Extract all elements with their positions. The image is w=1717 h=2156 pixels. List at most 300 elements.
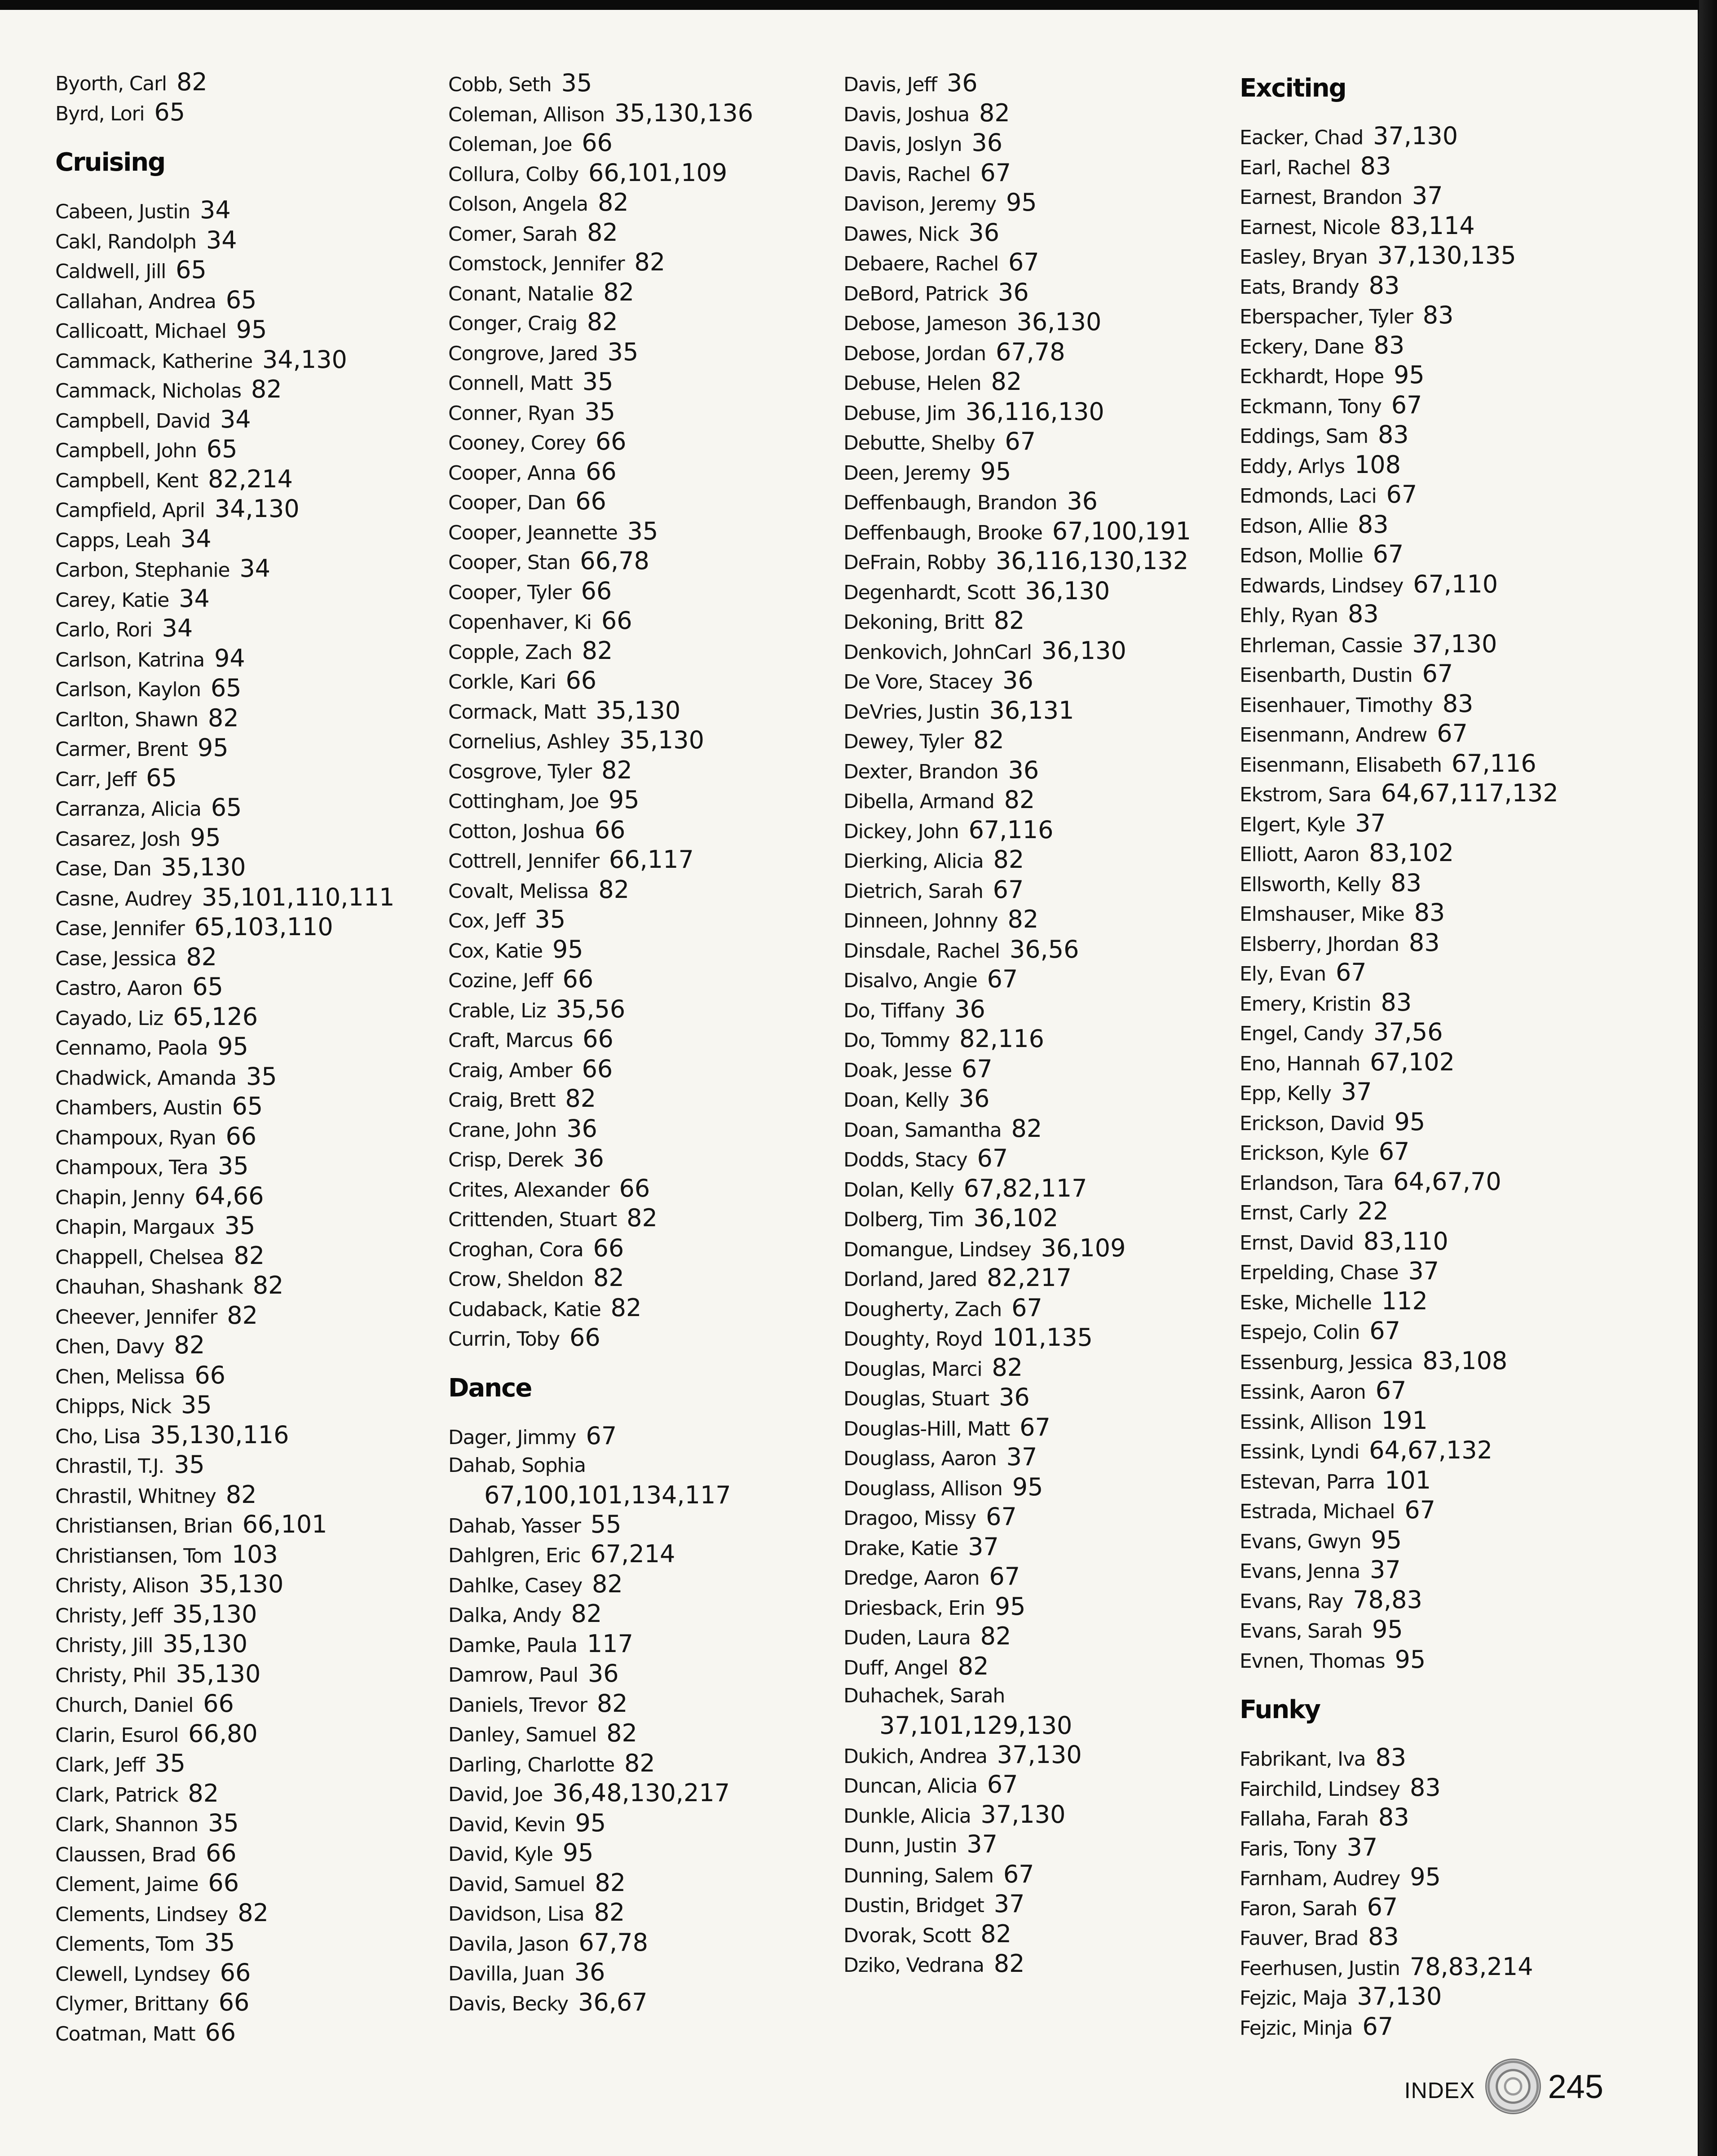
- entry-name: Do, Tommy: [843, 1029, 950, 1052]
- index-entry: [55, 793, 441, 823]
- entry-name: Carr, Jeff: [55, 768, 137, 791]
- entry-name: Essink, Allison: [1240, 1410, 1372, 1434]
- index-entry: [1240, 749, 1626, 779]
- index-entry: [843, 1770, 1230, 1800]
- index-entry: [843, 517, 1230, 547]
- entry-pages: 82: [993, 845, 1024, 874]
- entry-name: Duhachek, Sarah: [843, 1684, 1005, 1707]
- entry-name: Do, Tiffany: [843, 999, 945, 1022]
- index-entry: [448, 427, 834, 457]
- entry-pages: 36: [954, 994, 985, 1023]
- entry-pages: 37,56: [1373, 1018, 1443, 1046]
- index-entry: [843, 905, 1230, 935]
- entry-name: Eckery, Dane: [1240, 335, 1364, 358]
- index-entry: [1240, 1376, 1626, 1406]
- entry-pages: 65: [146, 763, 177, 792]
- entry-pages: 67,82,117: [963, 1174, 1087, 1202]
- entry-name: Christy, Phil: [55, 1664, 166, 1687]
- index-entry: [843, 576, 1230, 606]
- entry-name: Estevan, Parra: [1240, 1470, 1375, 1493]
- entry-name: Copenhaver, Ki: [448, 611, 591, 634]
- entry-name: Carranza, Alicia: [55, 798, 201, 821]
- entry-name: Feerhusen, Justin: [1240, 1957, 1400, 1980]
- entry-name: Dager, Jimmy: [448, 1426, 576, 1449]
- entry-name: Crable, Liz: [448, 999, 546, 1022]
- entry-pages: 36: [587, 1659, 619, 1688]
- entry-name: Connell, Matt: [448, 372, 573, 395]
- entry-name: Cooper, Stan: [448, 551, 570, 574]
- entry-name: Cozine, Jeff: [448, 969, 553, 992]
- section-heading: Cruising: [55, 148, 165, 177]
- index-entry: [448, 755, 834, 786]
- entry-pages: 82: [587, 218, 618, 247]
- entry-name: Davilla, Juan: [448, 1962, 565, 1985]
- entry-pages: 95: [575, 1808, 606, 1837]
- entry-pages: 67,116: [1451, 749, 1536, 778]
- index-entry: [55, 1629, 441, 1659]
- entry-name: Carmer, Brent: [55, 738, 188, 761]
- entry-pages: 101: [1385, 1466, 1431, 1494]
- entry-name: Deen, Jeremy: [843, 461, 971, 485]
- index-entry: [448, 1928, 834, 1958]
- index-entry: [55, 1181, 441, 1211]
- entry-pages: 67,100,101,134,117: [484, 1480, 731, 1509]
- index-entry: [55, 1510, 441, 1540]
- index-entry: [1240, 1466, 1626, 1496]
- entry-pages: 66: [601, 606, 632, 635]
- index-entry: [448, 1114, 834, 1144]
- entry-name: Cooney, Corey: [448, 432, 586, 455]
- entry-name: Eddings, Sam: [1240, 425, 1368, 448]
- entry-name: Daniels, Trevor: [448, 1693, 587, 1717]
- entry-pages: 35: [208, 1809, 239, 1837]
- page-footer: [1404, 2062, 1603, 2111]
- entry-name: Duff, Angel: [843, 1656, 948, 1679]
- index-entry: [448, 1421, 834, 1451]
- index-entry: [448, 785, 834, 815]
- entry-pages: 67,110: [1413, 570, 1498, 598]
- entry-pages: 82: [596, 1689, 628, 1718]
- entry-pages: 67: [1391, 390, 1422, 419]
- index-entry: [843, 636, 1230, 666]
- index-entry: [448, 1233, 834, 1264]
- index-entry: [55, 1480, 441, 1510]
- scan-right-edge: [1699, 0, 1717, 2156]
- entry-name: Erlandson, Tara: [1240, 1171, 1384, 1195]
- entry-pages: 35: [584, 397, 615, 426]
- index-entry: [55, 97, 441, 128]
- index-entry: [55, 1719, 441, 1749]
- entry-name: Chadwick, Amanda: [55, 1066, 236, 1090]
- index-entry: [843, 1144, 1230, 1174]
- entry-name: Dierking, Alicia: [843, 850, 984, 873]
- index-entry: [843, 128, 1230, 158]
- index-entry: [843, 247, 1230, 278]
- index-entry: [843, 1621, 1230, 1652]
- entry-name: De Vore, Stacey: [843, 671, 993, 694]
- entry-pages: 66: [208, 1869, 239, 1897]
- entry-pages: 36: [1002, 666, 1033, 694]
- entry-pages: 35,130: [172, 1599, 257, 1628]
- entry-pages: 82: [594, 1898, 625, 1926]
- entry-name: Chrastil, T.J.: [55, 1455, 164, 1478]
- entry-name: Caldwell, Jill: [55, 260, 166, 283]
- index-entry: [448, 158, 834, 188]
- entry-pages: 37: [1006, 1443, 1037, 1471]
- entry-name: Campbell, David: [55, 409, 210, 433]
- index-entry: [843, 158, 1230, 188]
- entry-name: Fauver, Brad: [1240, 1927, 1359, 1950]
- index-entry: [1240, 1495, 1626, 1525]
- entry-pages: 67: [977, 1144, 1008, 1172]
- entry-pages: 34: [220, 405, 251, 433]
- entry-pages: 95: [1394, 1107, 1426, 1136]
- entry-pages: 66: [205, 2018, 236, 2046]
- entry-name: DeVries, Justin: [843, 700, 980, 724]
- index-entry: [55, 1540, 441, 1570]
- entry-name: Case, Dan: [55, 857, 151, 880]
- entry-name: Christiansen, Brian: [55, 1515, 233, 1537]
- index-entry: [55, 853, 441, 883]
- entry-name: Emery, Kristin: [1240, 992, 1371, 1016]
- entry-name: Conner, Ryan: [448, 402, 575, 425]
- entry-name: Eisenmann, Andrew: [1240, 724, 1427, 747]
- entry-pages: 67,78: [578, 1928, 648, 1957]
- entry-name: Chappell, Chelsea: [55, 1246, 224, 1269]
- entry-name: Erpelding, Chase: [1240, 1261, 1399, 1284]
- entry-pages: 82: [207, 703, 239, 732]
- entry-name: Carlson, Katrina: [55, 648, 204, 672]
- index-entry: [55, 1390, 441, 1420]
- entry-name: Debuse, Jim: [843, 402, 956, 425]
- index-entry: [843, 696, 1230, 726]
- entry-name: Earnest, Nicole: [1240, 216, 1380, 239]
- index-entry: [843, 1740, 1230, 1770]
- index-entry: [1240, 599, 1626, 629]
- index-entry: [843, 1889, 1230, 1919]
- entry-name: Eno, Hannah: [1240, 1052, 1360, 1075]
- entry-pages: 35,130: [161, 853, 246, 881]
- index-entry: [1240, 1137, 1626, 1167]
- index-entry: [1240, 1982, 1626, 2012]
- index-entry: [843, 1353, 1230, 1383]
- entry-name: David, Joe: [448, 1783, 543, 1806]
- index-entry: [55, 1838, 441, 1869]
- entry-pages: 95: [980, 457, 1011, 486]
- entry-name: Dalka, Andy: [448, 1604, 561, 1627]
- index-column-3: [843, 68, 1230, 1979]
- entry-pages: 34,130: [262, 345, 347, 374]
- entry-pages: 36: [566, 1114, 597, 1143]
- entry-name: Callicoatt, Michael: [55, 320, 226, 343]
- index-entry: [843, 935, 1230, 965]
- index-entry: [1240, 1107, 1626, 1137]
- entry-name: Cammack, Nicholas: [55, 380, 241, 402]
- entry-name: Eddy, Arlys: [1240, 455, 1345, 478]
- entry-name: Casne, Audrey: [55, 887, 192, 910]
- entry-name: Dahlke, Casey: [448, 1574, 583, 1597]
- entry-name: Claussen, Brad: [55, 1843, 196, 1866]
- entry-name: Evans, Sarah: [1240, 1620, 1363, 1643]
- index-entry: [55, 1898, 441, 1928]
- entry-name: Coleman, Allison: [448, 103, 605, 126]
- index-entry: [448, 845, 834, 875]
- entry-pages: 82: [624, 1749, 655, 1777]
- entry-pages: 36: [971, 128, 1003, 157]
- entry-name: Ehrleman, Cassie: [1240, 634, 1403, 657]
- entry-name: Epp, Kelly: [1240, 1082, 1331, 1105]
- entry-name: Evans, Ray: [1240, 1590, 1343, 1613]
- entry-name: Eckmann, Tony: [1240, 395, 1382, 418]
- entry-name: Ernst, David: [1240, 1231, 1354, 1255]
- index-entry: [55, 494, 441, 524]
- entry-pages: 34: [206, 225, 237, 254]
- index-entry: [843, 1919, 1230, 1949]
- index-entry: [1240, 778, 1626, 808]
- entry-pages: 82: [186, 942, 217, 971]
- index-entry: [448, 128, 834, 158]
- entry-name: Coatman, Matt: [55, 2022, 195, 2046]
- index-entry: [843, 1592, 1230, 1622]
- index-entry: [843, 1054, 1230, 1084]
- entry-pages: 66: [593, 1233, 624, 1262]
- index-entry: [448, 875, 834, 905]
- entry-pages: 36: [968, 218, 1000, 247]
- index-entry: [55, 345, 441, 375]
- entry-name: Elgert, Kyle: [1240, 813, 1345, 836]
- index-entry: [843, 1024, 1230, 1054]
- entry-name: Damke, Paula: [448, 1634, 577, 1657]
- entry-name: Dredge, Aaron: [843, 1567, 980, 1590]
- entry-pages: 82: [571, 1599, 602, 1628]
- entry-name: Covalt, Melissa: [448, 879, 589, 903]
- entry-pages: 35: [224, 1211, 256, 1240]
- entry-name: Eckhardt, Hope: [1240, 365, 1384, 388]
- entry-name: Cormack, Matt: [448, 700, 586, 724]
- index-entry: [843, 427, 1230, 457]
- index-entry: [843, 1203, 1230, 1233]
- page-number: 245: [1548, 2068, 1603, 2105]
- entry-name: Edson, Allie: [1240, 514, 1348, 538]
- entry-name: Farnham, Audrey: [1240, 1867, 1400, 1890]
- entry-pages: 36: [998, 278, 1029, 306]
- entry-pages: 83: [1375, 1743, 1407, 1772]
- entry-name: Clements, Tom: [55, 1933, 194, 1956]
- index-entry: [1240, 1406, 1626, 1436]
- entry-name: Cosgrove, Tyler: [448, 760, 592, 783]
- index-entry: [843, 1413, 1230, 1443]
- entry-name: Cooper, Tyler: [448, 581, 571, 604]
- entry-pages: 37,130: [1412, 629, 1497, 658]
- entry-pages: 35,130: [176, 1659, 261, 1688]
- entry-pages: 82: [174, 1331, 205, 1359]
- entry-name: Carbon, Stephanie: [55, 559, 230, 582]
- index-entry: [1240, 450, 1626, 480]
- entry-pages: 82: [1004, 786, 1035, 814]
- entry-pages: 66: [194, 1361, 225, 1389]
- entry-name: Dexter, Brandon: [843, 760, 998, 783]
- index-entry: [843, 546, 1230, 576]
- index-entry: [843, 1263, 1230, 1293]
- entry-pages: 95: [994, 1592, 1026, 1621]
- entry-pages: 67,214: [590, 1540, 675, 1568]
- index-entry: [448, 98, 834, 128]
- entry-name: Crittenden, Stuart: [448, 1208, 617, 1231]
- entry-name: Campbell, John: [55, 439, 197, 462]
- entry-pages: 66: [565, 666, 597, 694]
- entry-pages: 66: [619, 1174, 650, 1202]
- entry-pages: 35: [627, 517, 658, 545]
- entry-name: Debose, Jameson: [843, 312, 1007, 335]
- index-entry: [843, 1652, 1230, 1682]
- index-entry: [55, 1091, 441, 1122]
- index-entry: [55, 1569, 441, 1599]
- index-entry: [1240, 1077, 1626, 1107]
- entry-name: Cabeen, Justin: [55, 200, 190, 223]
- entry-pages: 36,67: [578, 1988, 648, 2016]
- entry-pages: 95: [1395, 1645, 1426, 1674]
- entry-pages: 34: [179, 584, 210, 613]
- index-entry: [55, 1659, 441, 1689]
- entry-pages: 35,101,110,111: [202, 883, 395, 911]
- entry-name: Chipps, Nick: [55, 1395, 172, 1418]
- entry-name: Davis, Rachel: [843, 163, 971, 186]
- entry-pages: 37: [967, 1830, 998, 1858]
- entry-pages: 82,116: [959, 1025, 1045, 1053]
- entry-pages: 67: [1386, 480, 1417, 508]
- index-entry: [1240, 1167, 1626, 1197]
- entry-pages: 82: [227, 1301, 258, 1330]
- entry-pages: 37,130: [1373, 122, 1458, 150]
- section-heading: Exciting: [1240, 74, 1346, 103]
- index-entry: [843, 486, 1230, 517]
- entry-name: Eske, Michelle: [1240, 1291, 1372, 1314]
- entry-pages: 65: [225, 285, 257, 314]
- index-entry: [1240, 1862, 1626, 1892]
- index-entry: [55, 1271, 441, 1301]
- index-entry: [448, 905, 834, 935]
- entry-name: Collura, Colby: [448, 163, 579, 186]
- entry-pages: 82: [225, 1480, 257, 1509]
- entry-pages: 66: [220, 1958, 251, 1987]
- index-entry: [843, 188, 1230, 218]
- entry-pages: 82: [188, 1779, 219, 1807]
- entry-pages: 67,78: [995, 337, 1065, 366]
- index-entry: [55, 434, 441, 464]
- index-entry: [843, 785, 1230, 815]
- entry-name: Ellsworth, Kelly: [1240, 873, 1381, 896]
- entry-pages: 83: [1368, 271, 1400, 300]
- entry-pages: 35: [534, 905, 566, 933]
- index-entry: [1240, 1803, 1626, 1833]
- entry-pages: 35: [246, 1062, 277, 1091]
- entry-name: Elsberry, Jhordan: [1240, 932, 1399, 956]
- entry-pages: 64,67,117,132: [1381, 779, 1558, 807]
- entry-pages: 67,116: [968, 815, 1054, 844]
- entry-name: Cooper, Anna: [448, 461, 576, 485]
- entry-name: Fallaha, Farah: [1240, 1807, 1368, 1830]
- entry-name: Elliott, Aaron: [1240, 843, 1359, 866]
- entry-name: Chrastil, Whitney: [55, 1484, 216, 1508]
- entry-pages: 66,78: [580, 547, 649, 575]
- index-entry: [55, 2018, 441, 2048]
- entry-name: Clewell, Lyndsey: [55, 1962, 210, 1986]
- index-entry: [1240, 1743, 1626, 1773]
- entry-name: Conant, Natalie: [448, 282, 594, 305]
- entry-pages: 35: [217, 1152, 249, 1180]
- entry-name: Driesback, Erin: [843, 1596, 985, 1620]
- index-entry: [55, 1330, 441, 1361]
- entry-pages: 37,101,129,130: [879, 1711, 1073, 1740]
- index-entry: [843, 1562, 1230, 1592]
- entry-name: Champoux, Tera: [55, 1156, 208, 1179]
- entry-pages: 82: [979, 98, 1010, 127]
- entry-name: Eisenbarth, Dustin: [1240, 664, 1412, 687]
- index-entry: [55, 823, 441, 853]
- index-entry: [843, 98, 1230, 128]
- index-entry: [1240, 928, 1626, 958]
- index-entry: [448, 1629, 834, 1659]
- entry-name: Espejo, Colin: [1240, 1321, 1360, 1344]
- entry-pages: 36,56: [1009, 935, 1079, 963]
- entry-name: Dunning, Salem: [843, 1864, 993, 1887]
- index-entry: [843, 307, 1230, 337]
- index-entry: [55, 1361, 441, 1391]
- index-entry: [1240, 689, 1626, 719]
- index-entry: [55, 883, 441, 913]
- index-entry: [448, 397, 834, 427]
- entry-pages: 37: [1341, 1078, 1372, 1106]
- entry-pages: 95: [1394, 361, 1425, 389]
- entry-pages: 66: [569, 1323, 600, 1352]
- entry-pages: 67: [980, 158, 1011, 187]
- entry-name: Dougherty, Zach: [843, 1298, 1002, 1321]
- index-entry: [843, 1800, 1230, 1830]
- entry-pages: 83,110: [1363, 1227, 1448, 1255]
- entry-name: Campfield, April: [55, 499, 205, 522]
- index-page: [0, 10, 1698, 2156]
- index-entry: [448, 576, 834, 606]
- index-entry: [55, 644, 441, 674]
- index-entry: [448, 1778, 834, 1808]
- entry-name: Ekstrom, Sara: [1240, 783, 1371, 806]
- entry-name: Douglas, Stuart: [843, 1387, 989, 1410]
- entry-name: Ely, Evan: [1240, 963, 1326, 985]
- entry-name: Dolan, Kelly: [843, 1178, 954, 1202]
- index-entry: [843, 964, 1230, 994]
- index-entry: [1240, 1346, 1626, 1376]
- entry-pages: 66,80: [188, 1719, 258, 1748]
- entry-pages: 36,130: [1016, 308, 1102, 336]
- index-entry: [843, 337, 1230, 367]
- index-entry: [55, 1211, 441, 1241]
- index-entry: [55, 1301, 441, 1331]
- entry-pages: 95: [552, 935, 583, 963]
- entry-pages: 66: [581, 576, 612, 605]
- entry-name: Case, Jennifer: [55, 917, 185, 940]
- entry-name: Cobb, Seth: [448, 73, 552, 96]
- entry-pages: 95: [608, 786, 640, 814]
- index-entry: [448, 1323, 834, 1353]
- entry-pages: 35,56: [556, 994, 626, 1023]
- entry-name: Case, Jessica: [55, 947, 177, 970]
- entry-pages: 55: [590, 1510, 622, 1538]
- entry-pages: 83: [1442, 689, 1474, 718]
- index-entry: [448, 1144, 834, 1174]
- entry-pages: 66: [203, 1689, 234, 1718]
- index-entry: [55, 1958, 441, 1988]
- entry-pages: 37: [1355, 808, 1386, 837]
